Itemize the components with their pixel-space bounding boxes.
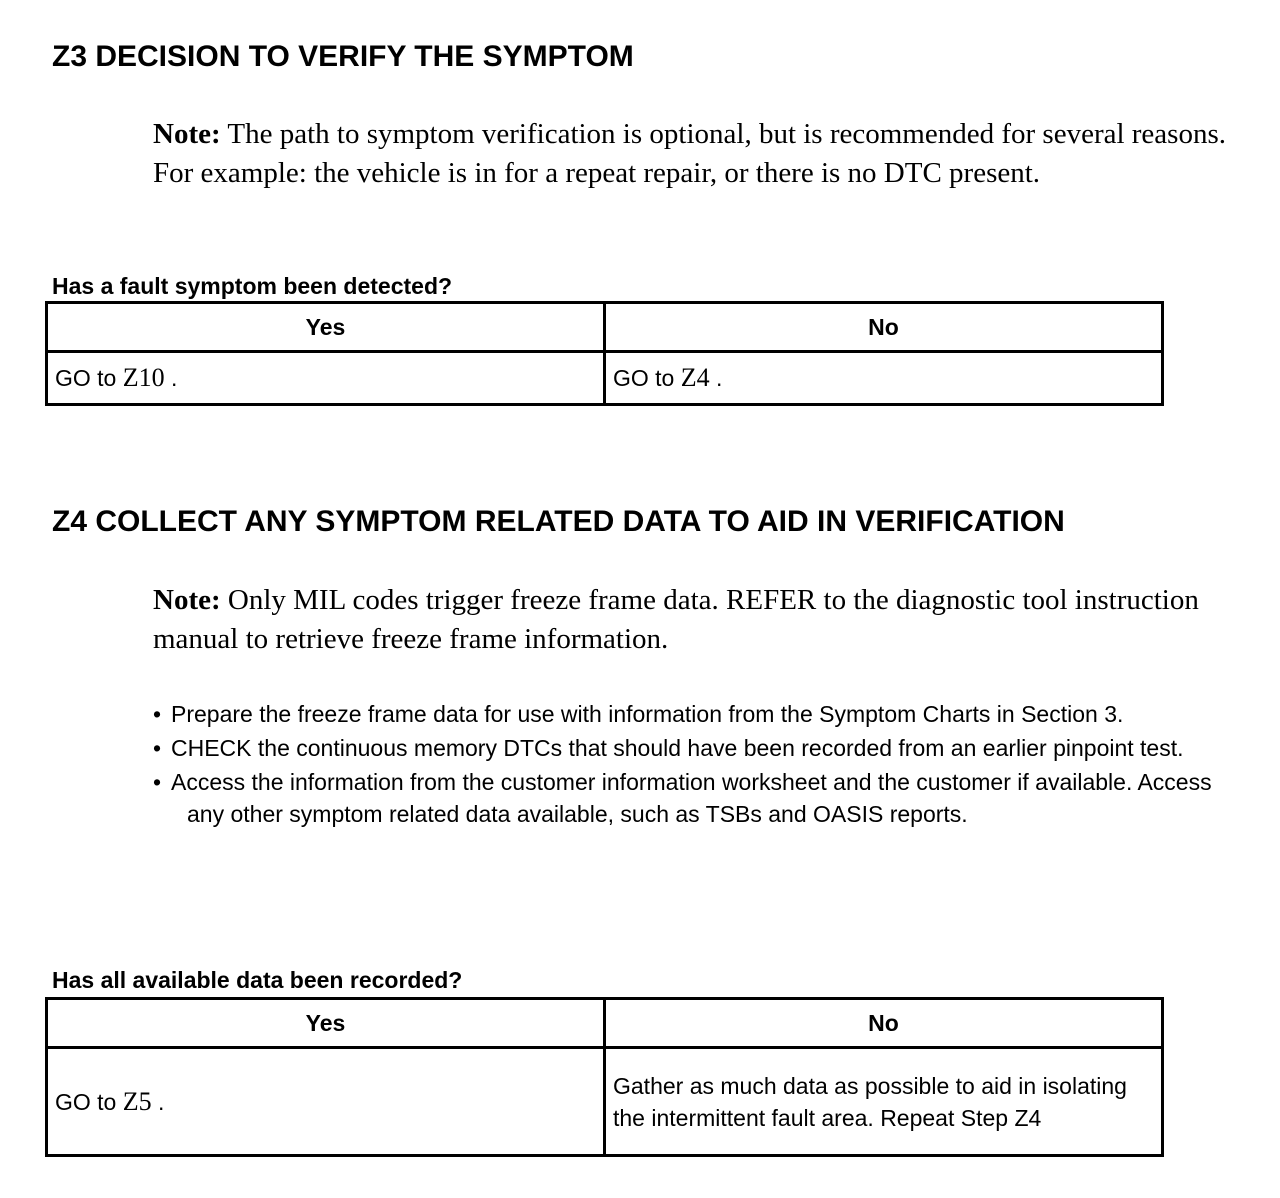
- no-header: No: [605, 999, 1163, 1048]
- bullet-text: CHECK the continuous memory DTCs that should have been recorded from an earlier pinpoint test.: [171, 735, 1184, 761]
- bullet-text: Prepare the freeze frame data for use with information from the Symptom Charts in Section 3.: [171, 701, 1124, 727]
- z4-note: [153, 581, 1233, 659]
- link-z4[interactable]: Z4: [680, 363, 710, 392]
- note-text: Only MIL codes trigger freeze frame data. REFER to the diagnostic tool instruction manual to retrieve freeze frame information.: [153, 584, 1199, 655]
- z3-question: Has a fault symptom been detected?: [52, 273, 453, 299]
- z4-bullet-list: [135, 698, 1255, 832]
- yes-header: Yes: [47, 303, 605, 352]
- no-cell: [605, 352, 1163, 405]
- bullet-icon: •: [153, 701, 162, 727]
- bullet-icon: •: [153, 769, 162, 795]
- suffix: .: [151, 1088, 165, 1115]
- list-item: [135, 732, 1255, 764]
- z4-heading: Z4 COLLECT ANY SYMPTOM RELATED DATA TO AID IN VERIFICATION: [52, 505, 1065, 538]
- go-to-text: GO to: [55, 1088, 123, 1115]
- link-z5[interactable]: Z5: [122, 1086, 152, 1116]
- suffix: .: [164, 365, 178, 391]
- note-label: Note:: [153, 584, 221, 616]
- go-to-text: GO to: [55, 365, 123, 391]
- bullet-text: Access the information from the customer information worksheet and the customer if available. Access any other symptom related data available, such as TSBs and OASIS reports.: [171, 769, 1212, 827]
- z3-heading: Z3 DECISION TO VERIFY THE SYMPTOM: [52, 40, 634, 73]
- z3-decision-table: [45, 301, 1164, 406]
- yes-cell: [47, 352, 605, 405]
- no-cell: Gather as much data as possible to aid in isolating the intermittent fault area. Repeat Step Z4: [605, 1048, 1163, 1156]
- yes-header: Yes: [47, 999, 605, 1048]
- list-item: [135, 698, 1255, 730]
- link-z10[interactable]: Z10: [122, 363, 165, 392]
- z4-decision-table: [45, 997, 1164, 1157]
- suffix: .: [709, 365, 723, 391]
- no-header: No: [605, 303, 1163, 352]
- note-label: Note:: [153, 118, 221, 150]
- list-item: [135, 766, 1255, 830]
- yes-cell: [47, 1048, 605, 1156]
- z4-question: Has all available data been recorded?: [52, 967, 463, 993]
- z3-note: [153, 115, 1233, 193]
- bullet-icon: •: [153, 735, 162, 761]
- note-text: The path to symptom verification is optional, but is recommended for several reasons. For example: the vehicle is in for a repeat repair, or there is no DTC present.: [153, 118, 1226, 189]
- go-to-text: GO to: [613, 365, 681, 391]
